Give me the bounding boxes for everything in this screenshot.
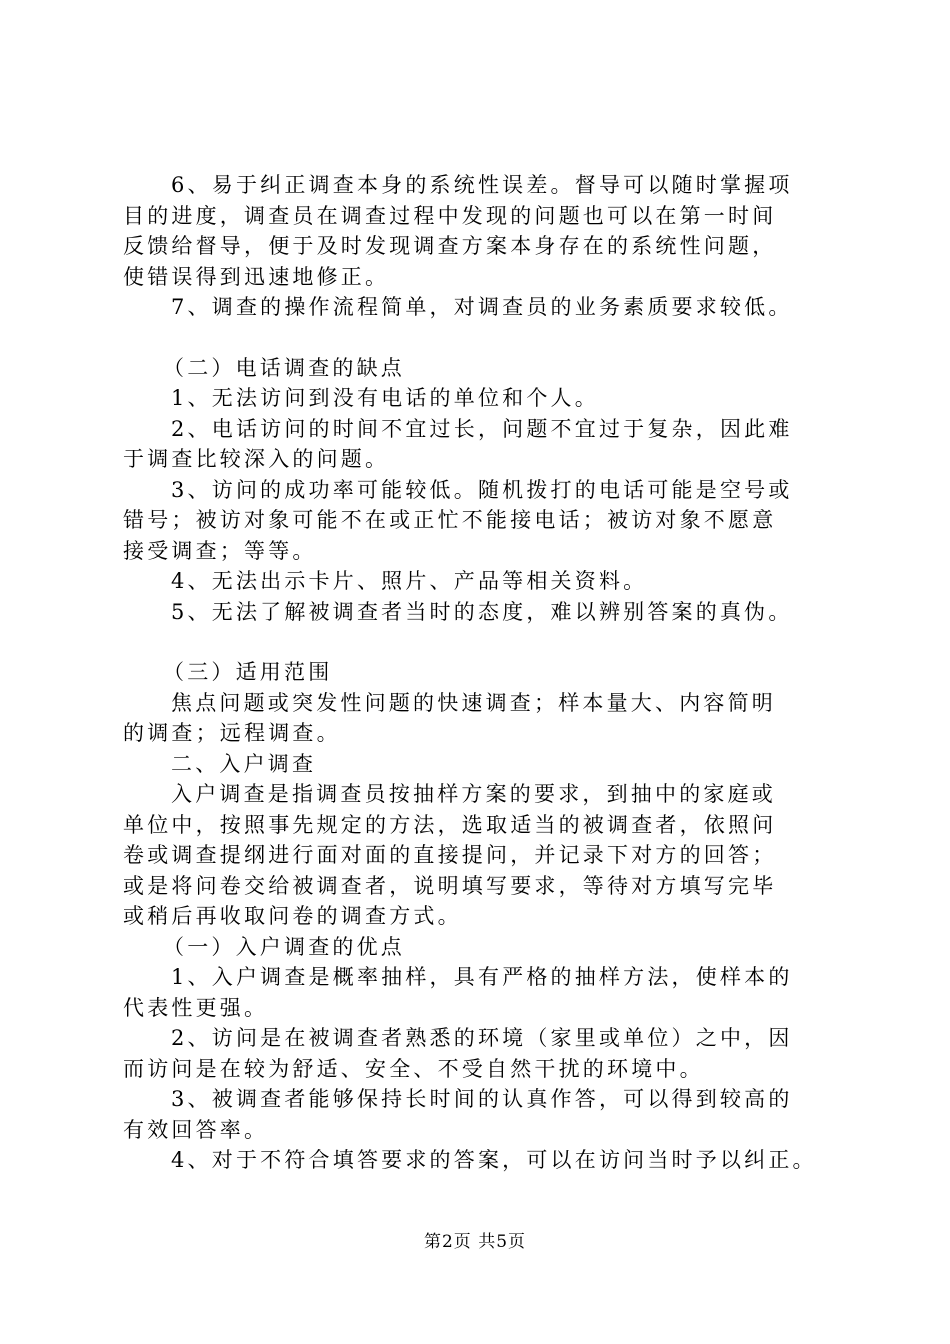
text-line: 或稍后再收取问卷的调查方式。 [123, 904, 462, 928]
text-line: 1、无法访问到没有电话的单位和个人。 [171, 386, 599, 410]
text-line: 代表性更强。 [123, 995, 269, 1020]
text-line: 3、被调查者能够保持长时间的认真作答，可以得到较高的 [171, 1087, 793, 1111]
text-line: 使错误得到迅速地修正。 [123, 264, 390, 289]
text-line: 入户调查是指调查员按抽样方案的要求，到抽中的家庭或 [171, 782, 776, 806]
paragraph [123, 1084, 843, 1145]
document-body [123, 170, 843, 1176]
page-footer: 第2页 共5页 [423, 1232, 527, 1252]
paragraph-gap [123, 323, 843, 353]
text-line: 4、对于不符合填答要求的答案，可以在访问当时予以纠正。 [171, 1148, 817, 1172]
paragraph [123, 962, 843, 1023]
text-line: 而访问是在较为舒适、安全、不受自然干扰的环境中。 [123, 1056, 704, 1081]
text-line: 的调查；远程调查。 [123, 721, 341, 745]
paragraph [123, 1145, 843, 1176]
paragraph [123, 292, 843, 323]
paragraph [123, 688, 843, 749]
paragraph [123, 475, 843, 567]
text-line: 错号；被访对象可能不在或正忙不能接电话；被访对象不愿意 [123, 508, 777, 532]
text-line: 单位中，按照事先规定的方法，选取适当的被调查者，依照问 [123, 812, 777, 837]
text-line: 7、调查的操作流程简单，对调查员的业务素质要求较低。 [171, 295, 793, 319]
text-line: 接受调查；等等。 [123, 538, 317, 563]
section-heading [123, 353, 843, 384]
paragraph [123, 414, 843, 475]
text-line: 目的进度，调查员在调查过程中发现的问题也可以在第一时间 [123, 203, 777, 228]
text-line: 2、访问是在被调查者熟悉的环境（家里或单位）之中，因 [171, 1026, 793, 1050]
text-line: 6、易于纠正调查本身的系统性误差。督导可以随时掌握项 [171, 173, 793, 197]
text-line: 焦点问题或突发性问题的快速调查；样本量大、内容简明 [171, 690, 776, 715]
text-line: 5、无法了解被调查者当时的态度，难以辨别答案的真伪。 [171, 599, 793, 624]
text-line: 反馈给督导，便于及时发现调查方案本身存在的系统性问题， [123, 234, 777, 258]
text-line: （三）适用范围 [163, 660, 333, 684]
paragraph [123, 597, 843, 628]
paragraph [123, 779, 843, 932]
text-line: 或是将问卷交给被调查者，说明填写要求，等待对方填写完毕 [123, 873, 777, 898]
text-line: 二、入户调查 [171, 751, 317, 776]
text-line: 卷或调查提纲进行面对面的直接提问，并记录下对方的回答； [123, 843, 777, 867]
section-heading [123, 657, 843, 688]
paragraph [123, 566, 843, 597]
paragraph [123, 383, 843, 414]
paragraph-gap [123, 627, 843, 657]
text-line: （二）电话调查的缺点 [163, 355, 405, 380]
text-line: 1、入户调查是概率抽样，具有严格的抽样方法，使样本的 [171, 965, 793, 989]
paragraph [123, 170, 843, 292]
text-line: （一）入户调查的优点 [163, 934, 405, 959]
text-line: 2、电话访问的时间不宜过长，问题不宜过于复杂，因此难 [171, 416, 793, 441]
text-line: 4、无法出示卡片、照片、产品等相关资料。 [171, 569, 648, 593]
text-line: 有效回答率。 [123, 1117, 269, 1142]
paragraph [123, 749, 843, 780]
text-line: 于调查比较深入的问题。 [123, 447, 390, 471]
text-line: 3、访问的成功率可能较低。随机拨打的电话可能是空号或 [171, 477, 793, 502]
paragraph [123, 1023, 843, 1084]
section-heading [123, 932, 843, 963]
